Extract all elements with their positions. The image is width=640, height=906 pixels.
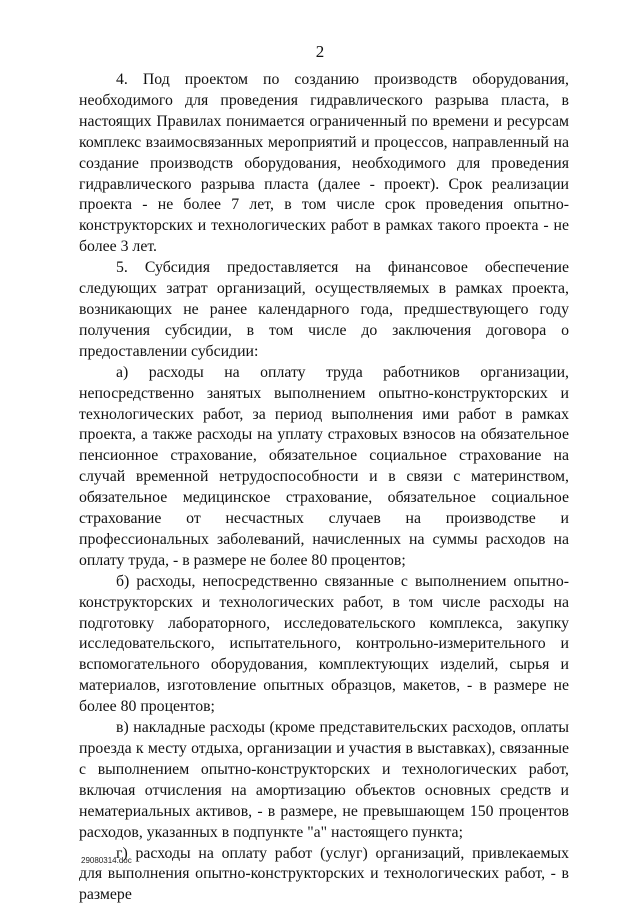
page-number: 2 [315,42,325,61]
paragraph-4: 4. Под проектом по созданию производств оборудования, необходимого для проведения гидравлического разрыва пласта, в настоящих Правилах понимается ограниченный по времени и ресурсам комплекс взаимосвязанных мероприятий и процессов, направленный на создание производств оборудования, необходимого для проведения гидравлического разрыва пласта (далее - проект). Срок реализации проекта - не более 7 лет, в том числе срок проведения опытно-конструкторских и технологических работ в рамках такого проекта - не более 3 лет. [79,71,569,256]
footer-file-name: 29080314.doc [81,856,132,865]
paragraph-5b: б) расходы, непосредственно связанные с выполнением опытно-конструкторских и технологических работ, в том числе расходы на подготовку лабораторного, исследовательского комплекса, закупку исследовательского, испытательного, контрольно-измерительного и вспомогательного оборудования, комплектующих изделий, сырья и материалов, изготовление опытных образцов, макетов, - в размере не более 80 процентов; [79,572,569,716]
paragraph-5v: в) накладные расходы (кроме представительских расходов, оплаты проезда к месту отдыха, организации и участия в выставках), связанные с выполнением опытно-конструкторских и технологических работ, включая отчисления на амортизацию объектов основных средств и нематериальных активов, - в размере, не превышающем 150 процентов расходов, указанных в подпункте "а" настоящего пункта; [79,719,569,841]
document-body [79,70,569,906]
paragraph-5g: г) расходы на оплату работ (услуг) организаций, привлекаемых для выполнения опытно-конструкторских и технологических работ, - в размере [79,844,569,904]
paragraph-5a: а) расходы на оплату труда работников организации, непосредственно занятых выполнением опытно-конструкторских и технологических работ, за период выполнения ими работ в рамках проекта, а также расходы на уплату страховых взносов на обязательное пенсионное страхование, обязательное социальное страхование на случай временной нетрудоспособности и в связи с материнством, обязательное медицинское страхование, обязательное социальное страхование от несчастных случаев на производстве и профессиональных заболеваний, начисленных на суммы расходов на оплату труда, - в размере не более 80 процентов; [79,363,569,569]
paragraph-5: 5. Субсидия предоставляется на финансовое обеспечение следующих затрат организаций, осуществляемых в рамках проекта, возникающих не ранее календарного года, предшествующего году получения субсидии, в том числе до заключения договора о предоставлении субсидии: [79,259,569,360]
